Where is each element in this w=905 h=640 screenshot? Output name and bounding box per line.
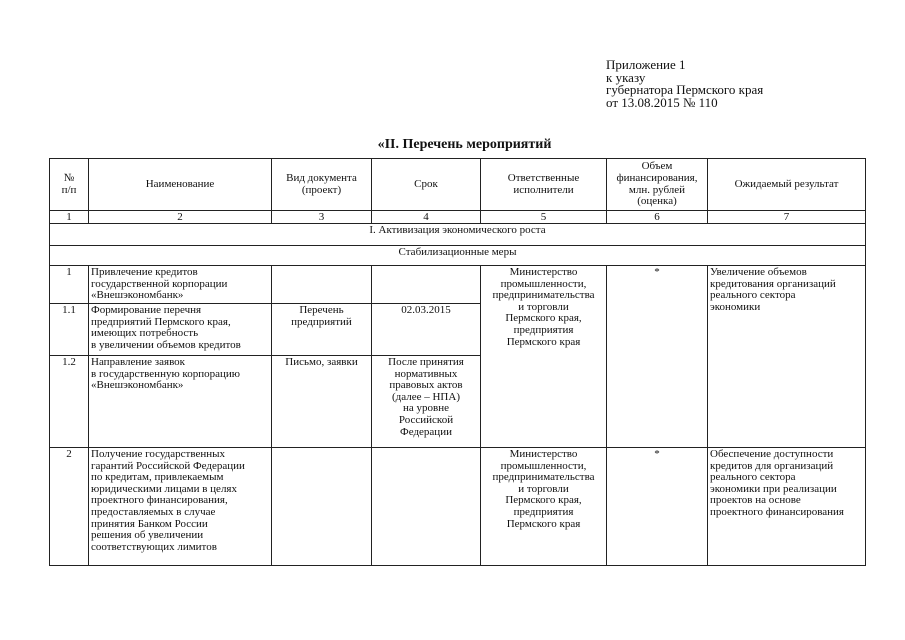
row-1-result: Увеличение объемов кредитования организаций реального сектора экономики [708,266,866,448]
row-1-2-name: Направление заявок в государственную корпорацию «Внешэкономбанк» [89,356,272,448]
table-row [50,448,866,566]
row-2-name: Получение государственных гарантий Российской Федерации по кредитам, привлекаемым юридическими лицами в целях проектного финансирования, предоставляемых в случае принятия Банком России решения об увеличении соответствующих лимитов [89,448,272,566]
row-1-name: Привлечение кредитов государственной корпорации «Внешэкономбанк» [89,266,272,304]
subsection-heading: Стабилизационные меры [50,246,866,266]
col-number-1: 1 [50,211,89,224]
document-title [0,137,905,153]
header-fin: Объем финансирования, млн. рублей (оценка) [607,159,708,211]
appendix-line-3: губернатора Пермского края [606,82,764,97]
column-number-row [50,211,866,224]
row-1-1-term: 02.03.2015 [372,304,481,356]
row-2-term [372,448,481,566]
row-1-doc [272,266,372,304]
appendix-line-1: Приложение 1 [606,57,686,72]
col-number-4: 4 [372,211,481,224]
row-2-resp: Министерство промышленности, предпринимательства и торговли Пермского края, предприятия Пермского края [481,448,607,566]
row-2-fin: * [607,448,708,566]
col-number-7: 7 [708,211,866,224]
header-doc: Вид документа (проект) [272,159,372,211]
appendix-line-2: к указу [606,69,646,85]
row-1-1-name: Формирование перечня предприятий Пермского края, имеющих потребность в увеличении объемов кредитов [89,304,272,356]
table-row [50,266,866,304]
appendix-line-4: от 13.08.2015 № 110 [606,94,718,110]
row-1-2-num: 1.2 [50,356,89,448]
row-1-1-doc: Перечень предприятий [272,304,372,356]
header-resp: Ответственные исполнители [481,159,607,211]
row-2-num: 2 [50,448,89,566]
header-name: Наименование [89,159,272,211]
row-1-resp: Министерство промышленности, предпринимательства и торговли Пермского края, предприятия Пермского края [481,266,607,448]
section-heading: I. Активизация экономического роста [50,224,866,246]
document-title-text: «II. Перечень мероприятий [377,137,552,152]
measures-table [49,158,866,566]
row-1-term [372,266,481,304]
section-row [50,224,866,246]
row-2-result: Обеспечение доступности кредитов для организаций реального сектора экономики при реализации проектов на основе проектного финансирования [708,448,866,566]
col-number-5: 5 [481,211,607,224]
header-result: Ожидаемый результат [708,159,866,211]
row-1-fin: * [607,266,708,448]
row-1-2-term: После принятия нормативных правовых актов (далее – НПА) на уровне Российской Федерации [372,356,481,448]
row-1-2-doc: Письмо, заявки [272,356,372,448]
row-1-num: 1 [50,266,89,304]
table-header-row [50,159,866,211]
row-1-1-num: 1.1 [50,304,89,356]
col-number-2: 2 [89,211,272,224]
col-number-3: 3 [272,211,372,224]
row-2-doc [272,448,372,566]
header-num: № п/п [50,159,89,211]
subsection-row [50,246,866,266]
appendix-header [606,59,763,109]
col-number-6: 6 [607,211,708,224]
header-term: Срок [372,159,481,211]
